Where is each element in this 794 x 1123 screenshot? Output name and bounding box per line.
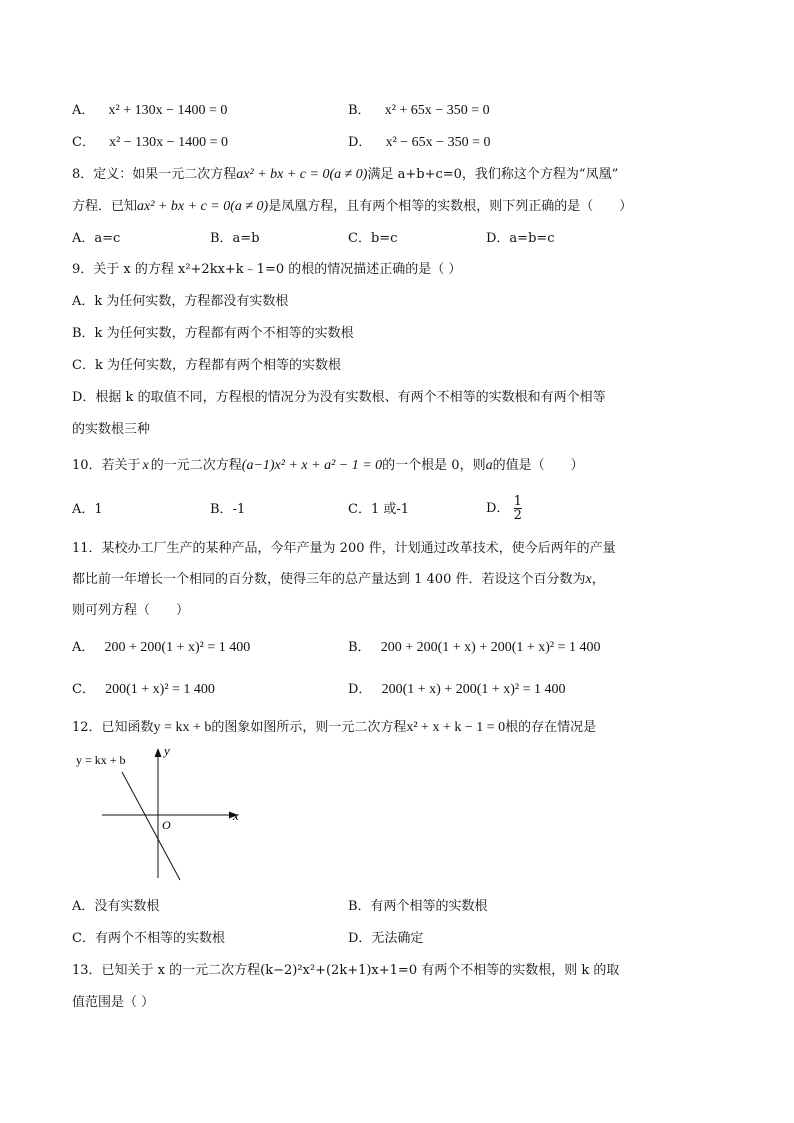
q8-option-c: C．b=c — [348, 231, 398, 246]
option-letter: C． — [72, 682, 95, 697]
option-letter: A． — [72, 103, 95, 118]
equation: 200(1 + x) + 200(1 + x)² = 1 400 — [381, 682, 566, 697]
text: ， — [591, 572, 605, 587]
q9-option-c: C．k 为任何实数，方程都有两个相等的实数根 — [72, 358, 341, 373]
q10-option-a: A．1 — [72, 502, 103, 517]
text: 满足 a+b+c=0，我们称这个方程为“凤凰” — [367, 167, 619, 182]
q12-option-c: C．有两个不相等的实数根 — [72, 931, 225, 946]
q12-graph — [70, 742, 260, 884]
equation: 200 + 200(1 + x) + 200(1 + x)² = 1 400 — [380, 640, 601, 655]
q9-option-b: B．k 为任何实数，方程都有两个不相等的实数根 — [72, 326, 354, 341]
equation: 200 + 200(1 + x)² = 1 400 — [104, 640, 251, 655]
q12-option-b: B．有两个相等的实数根 — [348, 899, 488, 914]
q10-stem — [72, 456, 584, 476]
option-letter: D． — [486, 501, 510, 516]
option-letter: B． — [348, 640, 371, 655]
text: 方程．已知 — [72, 199, 138, 214]
q7-option-a — [72, 101, 227, 121]
q7-option-b — [348, 101, 490, 121]
q13-stem-line1: 13．已知关于 x 的一元二次方程(k−2)²x²+(2k+1)x+1=0 有两个不相等的实数根，则 k 的取 — [72, 963, 620, 978]
text: 根的存在情况是 — [505, 720, 597, 735]
option-letter: D． — [348, 682, 372, 697]
origin-label: O — [162, 818, 171, 832]
text: 12．已知函数 — [72, 720, 154, 735]
text: 都比前一年增长一个相同的百分数，使得三年的总产量达到 1 400 件．若设这个百分数为 — [72, 572, 586, 587]
q12-option-a: A．没有实数根 — [72, 899, 160, 914]
x-axis-label: x — [233, 808, 239, 823]
q9-option-a: A．k 为任何实数，方程都没有实数根 — [72, 294, 289, 309]
equation: x² − 65x − 350 = 0 — [385, 135, 491, 150]
text: 的一元二次方程 — [150, 458, 242, 473]
q11-stem-line3: 则可列方程（ ） — [72, 603, 190, 618]
q11-option-c — [72, 680, 215, 700]
variable: x — [585, 572, 592, 587]
q12-option-d: D．无法确定 — [348, 931, 424, 946]
q8-option-d: D．a=b=c — [486, 231, 555, 246]
q10-option-b: B．-1 — [210, 502, 246, 517]
q13-stem-line2: 值范围是（ ） — [72, 995, 155, 1010]
variable: a — [485, 458, 493, 473]
q11-option-d — [348, 680, 566, 700]
equation: x² − 130x − 1400 = 0 — [109, 135, 228, 150]
text: 的值是（ ） — [492, 458, 584, 473]
q11-stem-line2 — [72, 570, 605, 590]
q9-option-d-line1: D．根据 k 的取值不同，方程根的情况分为没有实数根、有两个不相等的实数根和有两个相等 — [72, 390, 606, 405]
text: 的图象如图所示，则一元二次方程 — [211, 720, 407, 735]
q11-option-a — [72, 638, 250, 658]
q11-option-b — [348, 638, 601, 658]
variable: x — [142, 458, 149, 473]
equation: ax² + bx + c = 0(a ≠ 0) — [137, 199, 269, 214]
q10-option-d — [486, 490, 522, 528]
option-letter: D． — [348, 135, 372, 150]
option-letter: C． — [72, 135, 95, 150]
q8-option-b: B．a=b — [210, 231, 260, 246]
q8-stem-line2 — [72, 197, 632, 217]
option-letter: A． — [72, 640, 95, 655]
q7-option-c — [72, 133, 228, 153]
denominator: 2 — [513, 508, 522, 523]
equation: (a−1)x² + x + a² − 1 = 0 — [241, 458, 383, 473]
equation: 200(1 + x)² = 1 400 — [105, 682, 215, 697]
numerator: 1 — [513, 494, 522, 509]
q11-stem-line1: 11．某校办工厂生产的某种产品，今年产量为 200 件，计划通过改革技术，使今后两年的产量 — [72, 541, 616, 556]
q9-option-d-line2: 的实数根三种 — [72, 422, 151, 437]
text: 是凤凰方程，且有两个相等的实数根，则下列正确的是（ ） — [268, 199, 633, 214]
equation: x² + 130x − 1400 = 0 — [108, 103, 228, 118]
option-letter: B． — [348, 103, 371, 118]
fraction-one-half — [514, 495, 522, 522]
function: y = kx + b — [153, 720, 212, 735]
function-line — [122, 772, 180, 880]
equation: x² + 65x − 350 = 0 — [384, 103, 490, 118]
equation: x² + x + k − 1 = 0 — [406, 720, 506, 735]
text: 10．若关于 — [72, 458, 141, 473]
line-label: y = kx + b — [76, 753, 126, 767]
q10-option-c: C．1 或-1 — [348, 502, 410, 517]
equation: ax² + bx + c = 0(a ≠ 0) — [236, 167, 368, 182]
q8-option-a: A．a=c — [72, 231, 121, 246]
q7-option-d — [348, 133, 490, 153]
q12-stem — [72, 718, 596, 738]
q8-stem-line1 — [72, 165, 618, 185]
q9-stem: 9．关于 x 的方程 x²+2kx+k﹣1=0 的根的情况描述正确的是（ ） — [72, 262, 462, 277]
text: 8．定义：如果一元二次方程 — [72, 167, 237, 182]
y-axis-arrow — [155, 748, 162, 757]
text: 的一个根是 0，则 — [382, 458, 486, 473]
y-axis-label: y — [164, 743, 170, 758]
